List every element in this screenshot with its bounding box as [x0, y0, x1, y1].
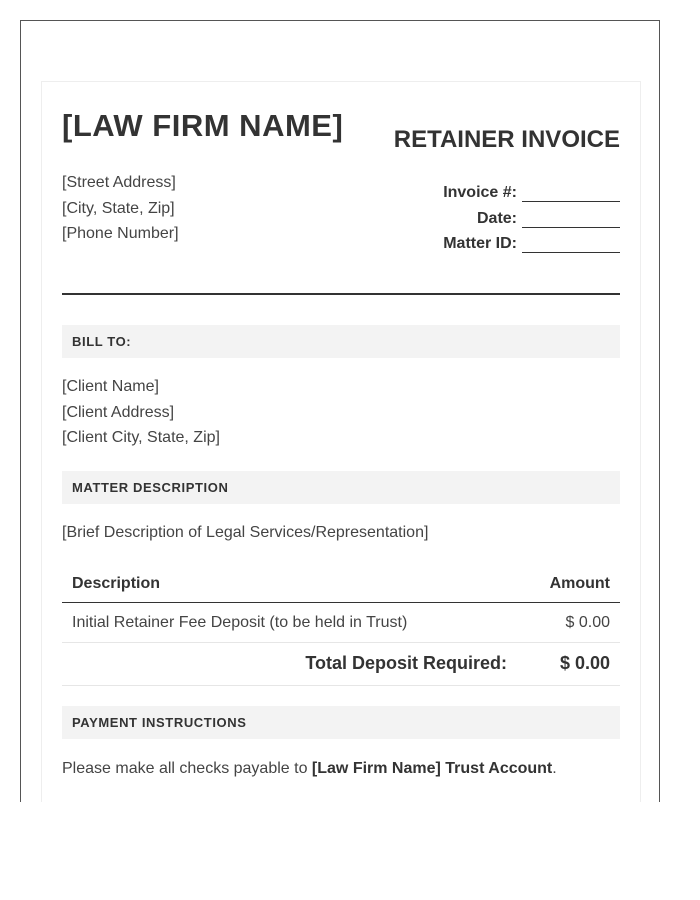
date-field[interactable]: [477, 210, 620, 228]
matter-id-blank[interactable]: [522, 238, 620, 253]
invoice-number-field[interactable]: [443, 184, 620, 202]
table-row-description: Initial Retainer Fee Deposit (to be held in Trust): [72, 614, 408, 631]
invoice-number-label: Invoice #:: [443, 184, 517, 201]
invoice-number-blank[interactable]: [522, 187, 620, 202]
matter-id-field[interactable]: [443, 235, 620, 253]
firm-street-address: [Street Address]: [62, 174, 176, 191]
matter-description-heading: MATTER DESCRIPTION: [62, 471, 620, 504]
payment-instructions-text: [62, 760, 557, 778]
document-frame: [20, 20, 660, 802]
client-city-state-zip: [Client City, State, Zip]: [62, 429, 220, 446]
client-address: [Client Address]: [62, 404, 175, 421]
payment-payee-name: [Law Firm Name]: [311, 760, 441, 777]
table-header-description: Description: [72, 575, 161, 592]
table-header-rule: [62, 602, 620, 603]
firm-city-state-zip: [City, State, Zip]: [62, 200, 175, 217]
total-deposit-value: $ 0.00: [559, 653, 610, 673]
payment-account-type: Trust Account: [440, 760, 553, 777]
firm-phone-number: [Phone Number]: [62, 225, 179, 242]
date-blank[interactable]: [522, 213, 620, 228]
payment-instructions-heading: PAYMENT INSTRUCTIONS: [62, 706, 620, 739]
matter-id-label: Matter ID:: [443, 235, 517, 252]
payment-text-prefix: Please make all checks payable to: [62, 760, 312, 777]
total-row-divider: [62, 685, 620, 686]
bill-to-heading: BILL TO:: [62, 325, 620, 358]
table-header-amount: Amount: [549, 575, 610, 592]
table-row-divider: [62, 642, 620, 643]
document-title: RETAINER INVOICE: [393, 126, 620, 153]
payment-text-suffix: .: [552, 760, 557, 777]
table-row-amount: $ 0.00: [565, 614, 610, 631]
firm-name: [LAW FIRM NAME]: [62, 108, 344, 143]
total-deposit-label: Total Deposit Required:: [305, 653, 507, 673]
matter-description-text: [Brief Description of Legal Services/Representation]: [62, 524, 429, 541]
date-label: Date:: [476, 210, 517, 227]
client-name: [Client Name]: [62, 378, 159, 395]
invoice-sheet: [41, 81, 641, 802]
header-divider: [62, 293, 620, 295]
